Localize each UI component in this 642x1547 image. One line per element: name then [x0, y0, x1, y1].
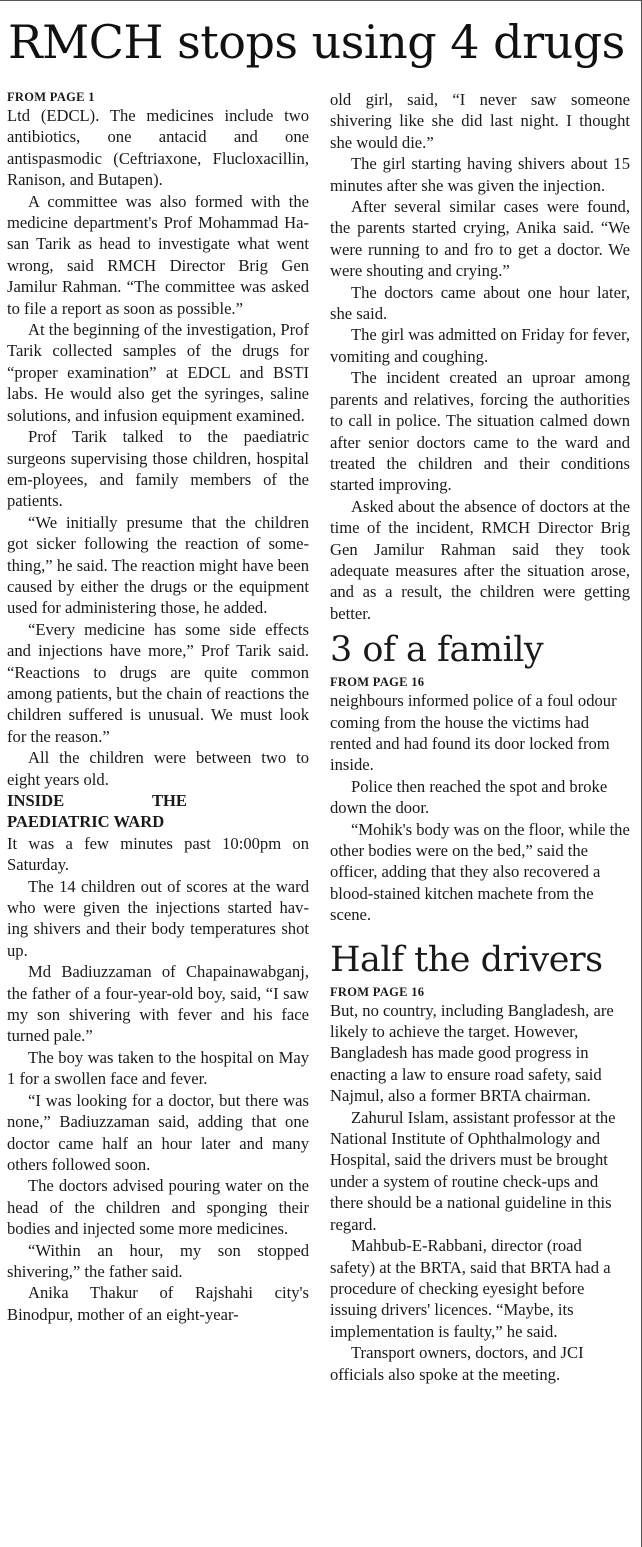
article-paragraph: The doctors came about one hour later, she said. [330, 282, 630, 324]
article-paragraph: “I was looking for a doctor, but there was none,” Badiuzzaman said, adding that one doctor came half an hour later and many others followed soon. [7, 1090, 309, 1174]
article-paragraph: After several similar cases were found, the parents started crying, Anika said. “We were running to and fro to get a doctor. We were shouting and crying.” [330, 197, 630, 281]
article-paragraph: Prof Tarik talked to the paediatric surgeons supervising those children, hospital em-ployees, and family members of the patients. [7, 427, 309, 511]
article-paragraph: neighbours informed police of a foul odour coming from the house the victims had rented and had found its door locked from inside. [330, 691, 617, 775]
article-paragraph: But, no country, including Bangladesh, are likely to achieve the target. However, Bangladesh has made good progress in enacting a law to ensure road safety, said Najmul, also a former BRTA chairman. [330, 1000, 614, 1106]
article-paragraph: Anika Thakur of Rajshahi city's Binodpur, mother of an eight-year- [7, 1283, 309, 1324]
article-paragraph: “We initially presume that the children got sicker following the reaction of some-thing,” he said. The reaction might have been caused by either the drugs or the equipment used for administering those, he added. [7, 512, 309, 618]
article-paragraph: Mahbub-E-Rabbani, director (road safety) at the BRTA, said that BRTA had a procedure of checking eyesight before issuing drivers' licences. “Maybe, its implementation is faulty,” he said. [330, 1236, 611, 1341]
article-paragraph: Police then reached the spot and broke down the door. [330, 776, 608, 818]
article-paragraph: Ltd (EDCL). The medicines include two antibiotics, one antacid and one antispasmodic (Ceftriaxone, Flucloxacillin, Ranison, and Butapen). [7, 106, 309, 190]
article-paragraph: The girl starting having shivers about 15 minutes after she was given the injection. [330, 154, 630, 195]
article-paragraph: Md Badiuzzaman of Chapainawabganj, the father of a four-year-old boy, said, “I saw my son shivering with fever and his face turned pale.” [7, 962, 309, 1046]
page-headline: RMCH stops using 4 drugs [8, 15, 625, 69]
article-paragraph: All the children were between two to eight years old. [7, 748, 309, 789]
jump-label-page-16: FROM PAGE 16 [330, 984, 425, 999]
heading-3-of-a-family: 3 of a family [330, 630, 544, 671]
article-paragraph: “Every medicine has some side effects and injections have more,” Prof Tarik said. “Reactions to drugs are quite common among patients, but the chain of reactions the children suffered is unusual. We must look for the reason.” [7, 619, 309, 746]
article-paragraph: It was a few minutes past 10:00pm on Saturday. [7, 833, 309, 875]
article-paragraph: The 14 children out of scores at the ward who were given the injections started hav-ing shivers and their body temperatures shot up. [7, 876, 309, 960]
article-paragraph: The incident created an uproar among parents and relatives, forcing the authorities to call in police. The situation calmed down after senior doctors came to the ward and treated the children and their conditions started improving. [330, 368, 630, 495]
heading-half-the-drivers: Half the drivers [330, 939, 603, 980]
article-paragraph: “Within an hour, my son stopped shivering,” the father said. [7, 1240, 309, 1281]
right-column [330, 89, 630, 1385]
article-paragraph: The doctors advised pouring water on the head of the children and sponging their bodies and injected some more medicines. [7, 1176, 309, 1239]
article-paragraph: Transport owners, doctors, and JCI officials also spoke at the meeting. [330, 1343, 584, 1384]
article-paragraph: “Mohik's body was on the floor, while the other bodies were on the bed,” said the officer, adding that they also recovered a blood-stained kitchen machete from the scene. [330, 819, 630, 925]
article-paragraph: The girl was admitted on Friday for fever, vomiting and coughing. [330, 325, 630, 366]
jump-label-page-1: FROM PAGE 1 [7, 90, 95, 104]
article-paragraph: The boy was taken to the hospital on May 1 for a swollen face and fever. [7, 1047, 309, 1089]
article-paragraph: Asked about the absence of doctors at the time of the incident, RMCH Director Brig Gen Jamilur Rahman said they took adequate measures after the situation arose, and as a result, the children were getting better. [330, 496, 630, 623]
article-paragraph: At the beginning of the investigation, Prof Tarik collected samples of the drugs for “proper examination” at EDCL and BSTI labs. He would also get the syringes, saline solutions, and infusion equipment examined. [7, 320, 309, 425]
subhead-paediatric-ward: INSIDE THE PAEDIATRIC WARD [7, 791, 187, 832]
article-paragraph: A committee was also formed with the medicine department's Prof Mohammad Ha-san Tarik as head to investigate what went wrong, said RMCH Director Brig Gen Jamilur Rahman. “The committee was asked to file a report as soon as possible.” [7, 191, 309, 318]
article-paragraph: old girl, said, “I never saw someone shivering like she did last night. I thought she would die.” [330, 90, 630, 152]
left-column [7, 89, 309, 1325]
article-paragraph: Zahurul Islam, assistant professor at the National Institute of Ophthalmology and Hospital, said the drivers must be brought under a system of routine check-ups and there should be a national guideline in this regard. [330, 1107, 616, 1234]
jump-label-page-16: FROM PAGE 16 [330, 675, 425, 690]
